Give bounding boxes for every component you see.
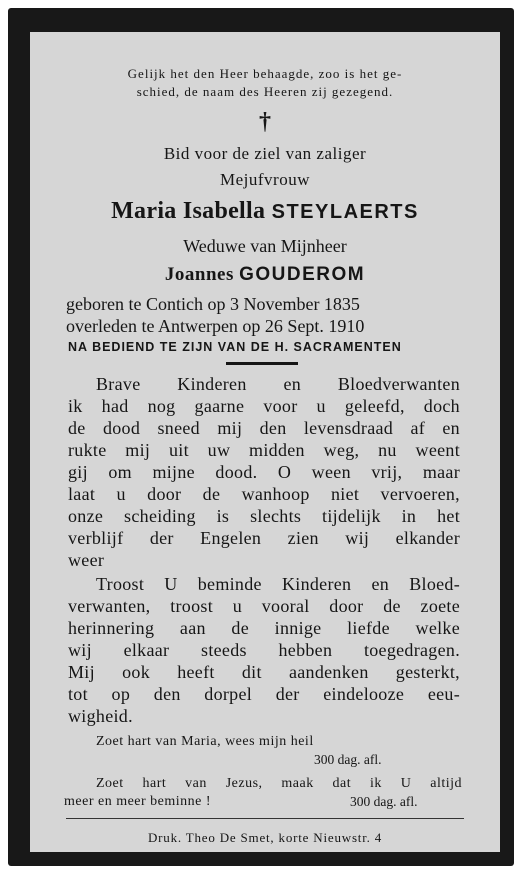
footer-rule — [66, 818, 464, 819]
prayer-maria: Zoet hart van Maria, wees mijn heil — [96, 734, 314, 749]
sacraments-line: NA BEDIEND TE ZIJN VAN DE H. SACRAMENTEN — [68, 340, 402, 354]
card-paper — [30, 32, 500, 852]
paragraph1-line: onze scheiding is slechts tijdelijk in het — [68, 506, 460, 526]
paragraph1-line: verblijf der Engelen zien wij elkander — [68, 528, 460, 548]
title-mejufvrouw: Mejufvrouw — [220, 170, 310, 189]
husband-surname: GOUDEROM — [239, 264, 366, 285]
indulgence-jezus: 300 dag. afl. — [350, 794, 418, 809]
epigraph-line-2: schied, de naam des Heeren zij gezegend. — [136, 84, 394, 99]
paragraph2-line: tot op den dorpel der eindelooze eeu- — [68, 684, 460, 704]
birth-line: geboren te Contich op 3 November 1835 — [66, 294, 360, 314]
husband-given-name: Joannes — [164, 264, 234, 285]
cross-icon: † — [259, 109, 271, 135]
paragraph2-line: wigheid. — [68, 706, 133, 726]
paragraph2-line: Mij ook heeft dit aandenken gesterkt, — [68, 662, 460, 682]
printer-imprint: Druk. Theo De Smet, korte Nieuwstr. 4 — [147, 830, 383, 845]
paragraph1-line: Brave Kinderen en Bloedverwanten — [96, 374, 460, 394]
deceased-surname: STEYLAERTS — [271, 201, 419, 223]
deceased-given-names: Maria Isabella — [111, 198, 266, 224]
paragraph2-line: herinnering aan de innige liefde welke — [68, 618, 460, 638]
deceased-name — [30, 198, 500, 225]
paragraph1-line: weer — [68, 550, 105, 570]
paragraph1-line: gij om mijne dood. O ween vrij, maar — [68, 462, 460, 482]
paragraph2-line: Troost U beminde Kinderen en Bloed- — [96, 574, 460, 594]
paragraph2-line: wij elkaar steeds hebben toegedragen. — [68, 640, 460, 660]
prayer-request: Bid voor de ziel van zaliger — [163, 144, 367, 163]
death-line: overleden te Antwerpen op 26 Sept. 1910 — [66, 316, 365, 336]
indulgence-maria: 300 dag. afl. — [314, 752, 382, 767]
divider — [226, 362, 298, 365]
paragraph1-line: ik had nog gaarne voor u geleefd, doch — [68, 396, 460, 416]
prayer-jezus-line-1: Zoet hart van Jezus, maak dat ik U altijd — [96, 776, 462, 791]
paragraph2-line: verwanten, troost u vooral door de zoete — [68, 596, 460, 616]
widow-of: Weduwe van Mijnheer — [183, 236, 347, 256]
memorial-card — [8, 8, 514, 866]
epigraph-line-1: Gelijk het den Heer behaagde, zoo is het ge- — [127, 66, 403, 81]
paragraph1-line: de dood sneed mij den levensdraad af en — [68, 418, 460, 438]
paragraph1-line: rukte mij uit uw midden weg, nu weent — [68, 440, 460, 460]
paragraph1-line: laat u door de wanhoop niet vervoeren, — [68, 484, 460, 504]
prayer-jezus-line-2: meer en meer beminne ! — [64, 794, 212, 809]
husband-name — [30, 264, 500, 286]
